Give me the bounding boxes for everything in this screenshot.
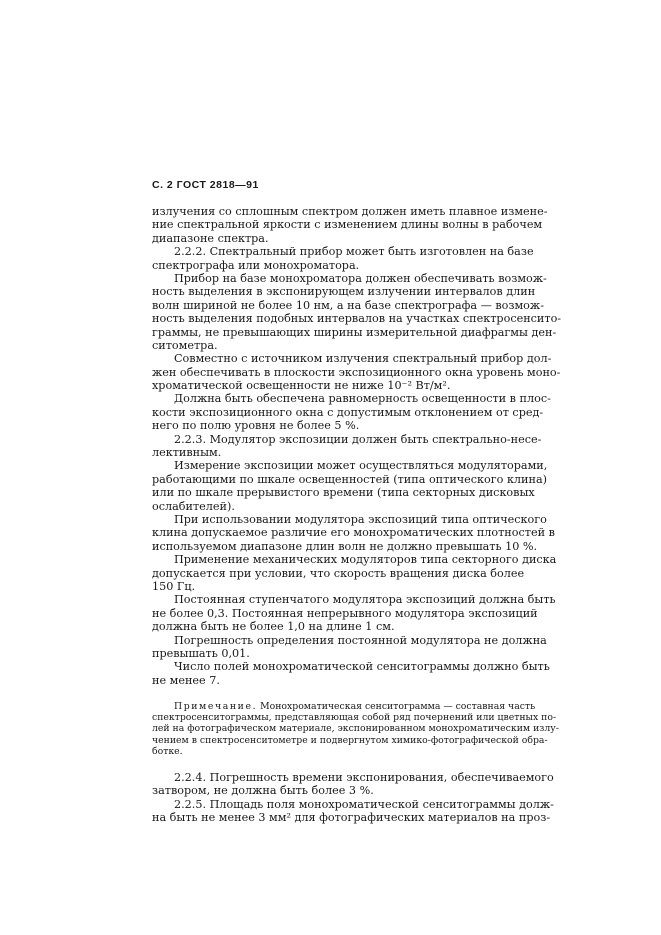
text-line: Применение механических модуляторов типа секторного диска — [174, 553, 557, 567]
text-line: используемом диапазоне длин волн не должно превышать 10 %. — [152, 539, 538, 553]
note-line: ботке. — [152, 745, 183, 757]
paragraph — [152, 771, 554, 798]
text-line: 2.2.4. Погрешность времени экспонирования, обеспечиваемого — [174, 771, 554, 784]
text-line: Погрешность определения постоянной модулятора не должна — [174, 633, 547, 647]
text-line: Измерение экспозиции может осуществляться модуляторами, — [174, 459, 548, 473]
text-line: на быть не менее 3 мм² для фотографических материалов на проз- — [152, 811, 551, 825]
text-line: затвором, не должна быть более 3 %. — [152, 784, 374, 798]
text-line: При использовании модулятора экспозиций типа оптического — [174, 512, 547, 526]
text-line: хроматической освещенности не ниже 10⁻² Вт/м². — [152, 379, 451, 393]
text-line: Должна быть обеспечена равномерность освещенности в плос- — [174, 392, 551, 406]
note-line: спектросенситограммы, представляющая собой ряд почернений или цветных по- — [152, 712, 557, 724]
text-line: кости экспозиционного окна с допустимым отклонением от сред- — [152, 405, 544, 419]
text-line: ослабителей). — [152, 499, 235, 513]
text-line: работающими по шкале освещенностей (типа оптического клина) — [152, 472, 547, 486]
text-line: спектрографа или монохроматора. — [152, 258, 360, 272]
text-line: ность выделения подобных интервалов на участках спектросенсито- — [152, 312, 562, 326]
note-line: чением в спектросенситометре и подвергнутом химико-фотографической обра- — [152, 734, 548, 746]
text-line: Прибор на базе монохроматора должен обеспечивать возмож- — [174, 271, 547, 285]
paragraph — [152, 660, 550, 687]
paragraph — [152, 352, 561, 393]
text-line: не более 0,3. Постоянная непрерывного модулятора экспозиций — [152, 606, 538, 620]
text-line: должна быть не более 1,0 на длине 1 см. — [152, 620, 395, 634]
text-line: Число полей монохроматической сенситограммы должно быть — [174, 660, 550, 674]
text-line: 150 Гц. — [152, 579, 196, 593]
text-line: ность выделения в экспонирующем излучении интервалов длин — [152, 285, 536, 299]
running-head: С. 2 ГОСТ 2818—91 — [152, 179, 259, 191]
paragraph — [152, 593, 556, 634]
paragraph — [152, 797, 554, 825]
text-line: волн шириной не более 10 нм, а на базе спектрографа — возмож- — [152, 298, 544, 312]
text-line: 2.2.2. Спектральный прибор может быть изготовлен на базе — [174, 245, 534, 259]
paragraph — [152, 271, 562, 352]
document-body — [152, 205, 562, 825]
text-line: Постоянная ступенчатого модулятора экспозиций должна быть — [174, 593, 556, 607]
text-line: ние спектральной яркости с изменением длины волны в рабочем — [152, 218, 543, 232]
paragraph — [152, 633, 547, 661]
text-line: излучения со сплошным спектром должен иметь плавное измене- — [152, 205, 548, 218]
paragraph — [152, 512, 555, 553]
paragraph — [152, 392, 551, 433]
text-line: него по полю уровня не более 5 %. — [152, 419, 360, 433]
note-block — [152, 701, 559, 757]
text-line: ситометра. — [152, 338, 218, 352]
text-line: превышать 0,01. — [152, 646, 250, 660]
text-line: 2.2.3. Модулятор экспозиции должен быть спектрально-несе- — [174, 432, 542, 446]
text-line: Совместно с источником излучения спектральный прибор дол- — [174, 352, 552, 366]
text-line: жен обеспечивать в плоскости экспозиционного окна уровень моно- — [152, 365, 561, 379]
text-line: или по шкале прерывистого времени (типа секторных дисковых — [152, 486, 535, 500]
note-line: лей на фотографическом материале, экспонированном монохроматическим излу- — [152, 723, 559, 735]
paragraph — [152, 553, 557, 593]
paragraph — [152, 432, 542, 460]
text-line: 2.2.5. Площадь поля монохроматической сенситограммы долж- — [174, 797, 554, 811]
text-line: не менее 7. — [152, 673, 220, 687]
note-label: Примечание. — [174, 701, 258, 713]
text-line: клина допускаемое различие его монохроматических плотностей в — [152, 526, 555, 540]
note-text: Монохроматическая сенситограмма — составная часть — [257, 701, 536, 713]
note-first-line — [152, 701, 536, 713]
text-line: допускается при условии, что скорость вращения диска более — [152, 566, 525, 580]
paragraph — [152, 245, 534, 272]
text-line: лективным. — [152, 446, 222, 460]
paragraph — [152, 205, 548, 245]
paragraph — [152, 459, 548, 513]
text-line: диапазоне спектра. — [152, 231, 269, 245]
text-line: граммы, не превышающих ширины измерительной диафрагмы ден- — [152, 325, 557, 339]
